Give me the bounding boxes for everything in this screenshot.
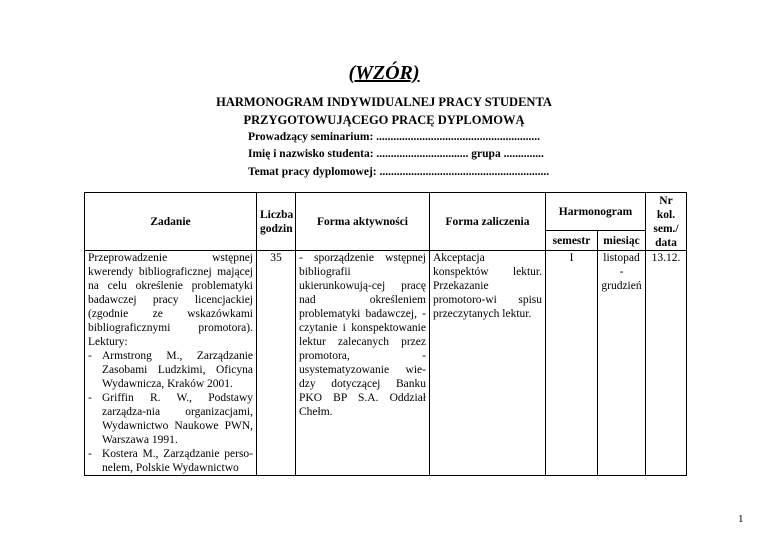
reading-list: [88, 349, 253, 475]
list-item: - Kostera M., Zarządzanie perso-nelem, Polskie Wydawnictwo: [88, 447, 253, 475]
page-number: 1: [738, 513, 744, 525]
supervisor-field: Prowadzący seminarium: .........................................................: [248, 131, 541, 143]
document-title: (WZÓR): [348, 62, 420, 84]
cell-activity: - sporządzenie wstępnej bibliografii ukierunkowują-cej pracę nad określeniem problematyki badawczej, - czytanie i konspektowanie lektur zalecanych przez promotora, - usystematyzowanie wie-dzy dotyczącej Banku PKO BP S.A. Oddział Chełm.: [296, 251, 430, 476]
cell-hours: 35: [257, 251, 296, 476]
header-nr: Nr kol. sem./ data: [646, 193, 687, 251]
cell-task: [85, 251, 257, 476]
list-item: - Armstrong M., Zarządzanie Zasobami Ludzkimi, Oficyna Wydawnicza, Kraków 2001.: [88, 349, 253, 391]
header-credit: Forma zaliczenia: [430, 193, 546, 251]
cell-nr: 13.12.: [646, 251, 687, 476]
heading-line-2: PRZYGOTOWUJĄCEGO PRACĘ DYPLOMOWĄ: [243, 113, 525, 127]
header-hours: Liczba godzin: [257, 193, 296, 251]
task-intro: Przeprowadzenie wstępnej kwerendy bibliograficznej mającej na celu określenie problematyki badawczej pracy licencjackiej (zgodnie ze wskazówkami bibliograficznymi promotora). Lektury:: [88, 252, 253, 348]
header-month: miesiąc: [598, 231, 646, 251]
header-task: Zadanie: [85, 193, 257, 251]
student-field: Imię i nazwisko studenta: ................................ grupa ..............: [248, 148, 544, 160]
heading-line-1: HARMONOGRAM INDYWIDUALNEJ PRACY STUDENTA: [216, 95, 552, 109]
header-activity: Forma aktywności: [296, 193, 430, 251]
header-schedule: Harmonogram: [546, 193, 646, 231]
cell-semester: I: [546, 251, 598, 476]
topic-field: Temat pracy dyplomowej: ...........................................................: [248, 166, 550, 178]
cell-month: listopad - grudzień: [598, 251, 646, 476]
schedule-table: [84, 192, 687, 476]
cell-credit: Akceptacja konspektów lektur. Przekazanie promotoro-wi spisu przeczytanych lektur.: [430, 251, 546, 476]
list-item: - Griffin R. W., Podstawy zarządza-nia organizacjami, Wydawnictwo Naukowe PWN, Warszawa 1991.: [88, 391, 253, 447]
header-semester: semestr: [546, 231, 598, 251]
